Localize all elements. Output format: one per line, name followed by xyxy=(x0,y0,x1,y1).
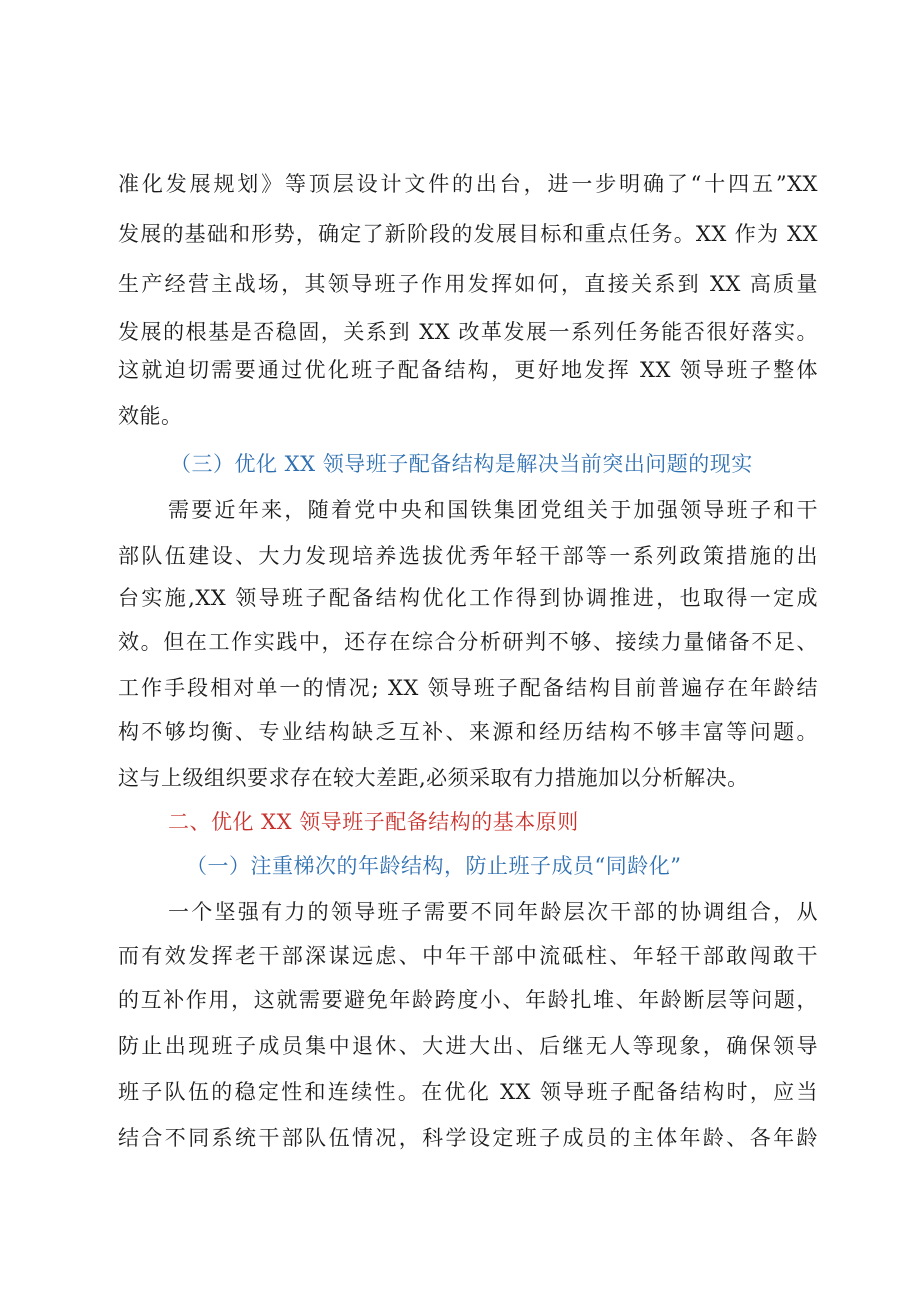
paragraph-line: 效。但在工作实践中，还存在综合分析研判不够、接续力量储备不足、 xyxy=(118,630,818,654)
paragraph-line: 一个坚强有力的领导班子需要不同年龄层次干部的协调组合，从 xyxy=(168,900,818,924)
paragraph-line: 这就迫切需要通过优化班子配备结构，更好地发挥 XX 领导班子整体 xyxy=(118,358,818,382)
paragraph-line: 这与上级组织要求存在较大差距,必须采取有力措施加以分析解决。 xyxy=(118,766,749,790)
paragraph-line: 发展的基础和形势，确定了新阶段的发展目标和重点任务。XX 作为 XX xyxy=(118,222,818,246)
paragraph-line: 部队伍建设、大力发现培养选拔优秀年轻干部等一系列政策措施的出 xyxy=(118,544,818,568)
paragraph-line: 生产经营主战场，其领导班子作用发挥如何，直接关系到 XX 高质量 xyxy=(118,272,818,296)
paragraph-line: 准化发展规划》等顶层设计文件的出台，进一步明确了“十四五”XX xyxy=(118,172,818,196)
paragraph-line: 台实施,XX 领导班子配备结构优化工作得到协调推进，也取得一定成 xyxy=(118,586,818,610)
paragraph-line: 防止出现班子成员集中退休、大进大出、后继无人等现象，确保领导 xyxy=(118,1034,818,1058)
paragraph-line: 结合不同系统干部队伍情况，科学设定班子成员的主体年龄、各年龄 xyxy=(118,1126,818,1150)
subsection-heading-1: （一）注重梯次的年龄结构，防止班子成员“同龄化” xyxy=(186,854,682,878)
paragraph-line: 班子队伍的稳定性和连续性。在优化 XX 领导班子配备结构时，应当 xyxy=(118,1080,818,1104)
paragraph-line: 效能。 xyxy=(118,404,183,428)
paragraph-line: 的互补作用，这就需要避免年龄跨度小、年龄扎堆、年龄断层等问题， xyxy=(118,988,818,1012)
paragraph-line: 构不够均衡、专业结构缺乏互补、来源和经历结构不够丰富等问题。 xyxy=(118,720,818,744)
paragraph-line: 工作手段相对单一的情况; XX 领导班子配备结构目前普遍存在年龄结 xyxy=(118,676,818,700)
section-heading-2: 二、优化 XX 领导班子配备结构的基本原则 xyxy=(168,810,579,834)
paragraph-line: 需要近年来，随着党中央和国铁集团党组关于加强领导班子和干 xyxy=(168,498,818,522)
paragraph-line: 发展的根基是否稳固，关系到 XX 改革发展一系列任务能否很好落实。 xyxy=(118,320,818,344)
section-heading-3: （三）优化 XX 领导班子配备结构是解决当前突出问题的现实 xyxy=(170,452,753,476)
paragraph-line: 而有效发挥老干部深谋远虑、中年干部中流砥柱、年轻干部敢闯敢干 xyxy=(118,944,818,968)
